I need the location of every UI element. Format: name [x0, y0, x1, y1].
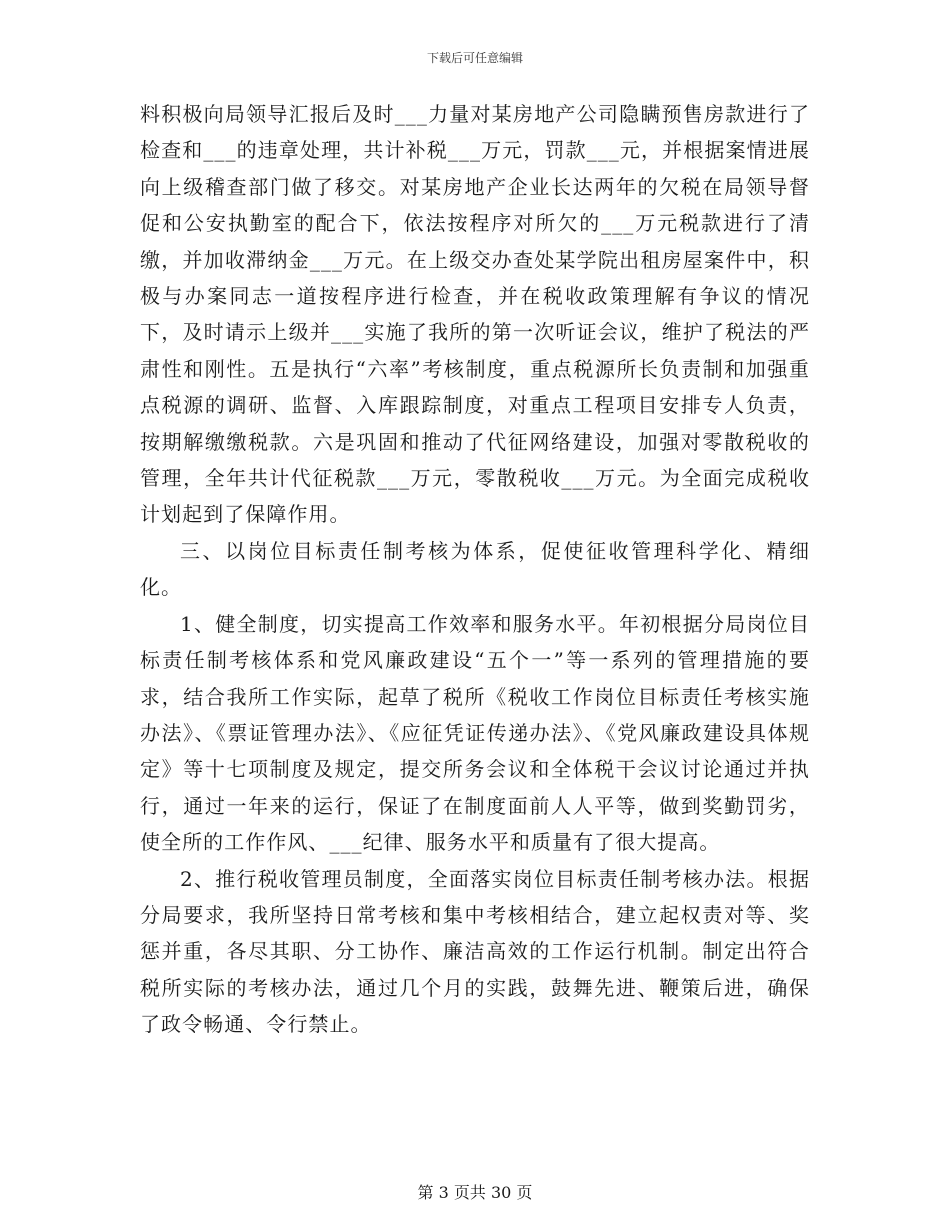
paragraph-continued-tax-enforcement: 料积极向局领导汇报后及时___力量对某房地产公司隐瞒预售房款进行了检查和___的违章处理，共计补税___万元，罚款___元，并根据案情进展向上级稽查部门做了移交。对某房地产企业长达两年的欠税在局领导督促和公安执勤室的配合下，依法按程序对所欠的___万元税款进行了清缴，并加收滞纳金___万元。在上级交办查处某学院出租房屋案件中，积极与办案同志一道按程序进行检查，并在税收政策理解有争议的情况下，及时请示上级并___实施了我所的第一次听证会议，维护了税法的严肃性和刚性。五是执行“六率”考核制度，重点税源所长负责制和加强重点税源的调研、监督、入库跟踪制度，对重点工程项目安排专人负责，按期解缴缴税款。六是巩固和推动了代征网络建设，加强对零散税收的管理，全年共计代征税款___万元，零散税收___万元。为全面完成税收计划起到了保障作用。 — [140, 102, 810, 527]
page-number: 第 3 页共 30 页 — [417, 1183, 533, 1202]
section-heading-three: 三、以岗位目标责任制考核为体系，促使征收管理科学化、精细化。 — [140, 538, 810, 600]
paragraph-item-1-rules: 1、健全制度，切实提高工作效率和服务水平。年初根据分局岗位目标责任制考核体系和党风廉政建设“五个一”等一系列的管理措施的要求，结合我所工作实际，起草了税所《税收工作岗位目标责任考核实施办法》、《票证管理办法》、《应征凭证传递办法》、《党风廉政建设具体规定》等十七项制度及规定，提交所务会议和全体税干会议讨论通过并执行，通过一年来的运行，保证了在制度面前人人平等，做到奖勤罚劣，使全所的工作作风、___纪律、服务水平和质量有了很大提高。 — [140, 611, 810, 855]
document-body — [140, 96, 810, 1043]
page-header-note: 下载后可任意编辑 — [426, 51, 523, 65]
paragraph-item-2-tax-manager: 2、推行税收管理员制度，全面落实岗位目标责任制考核办法。根据分局要求，我所坚持日常考核和集中考核相结合，建立起权责对等、奖惩并重，各尽其职、分工协作、廉洁高效的工作运行机制。制定出符合税所实际的考核办法，通过几个月的实践，鼓舞先进、鞭策后进，确保了政令畅通、令行禁止。 — [140, 866, 810, 1037]
